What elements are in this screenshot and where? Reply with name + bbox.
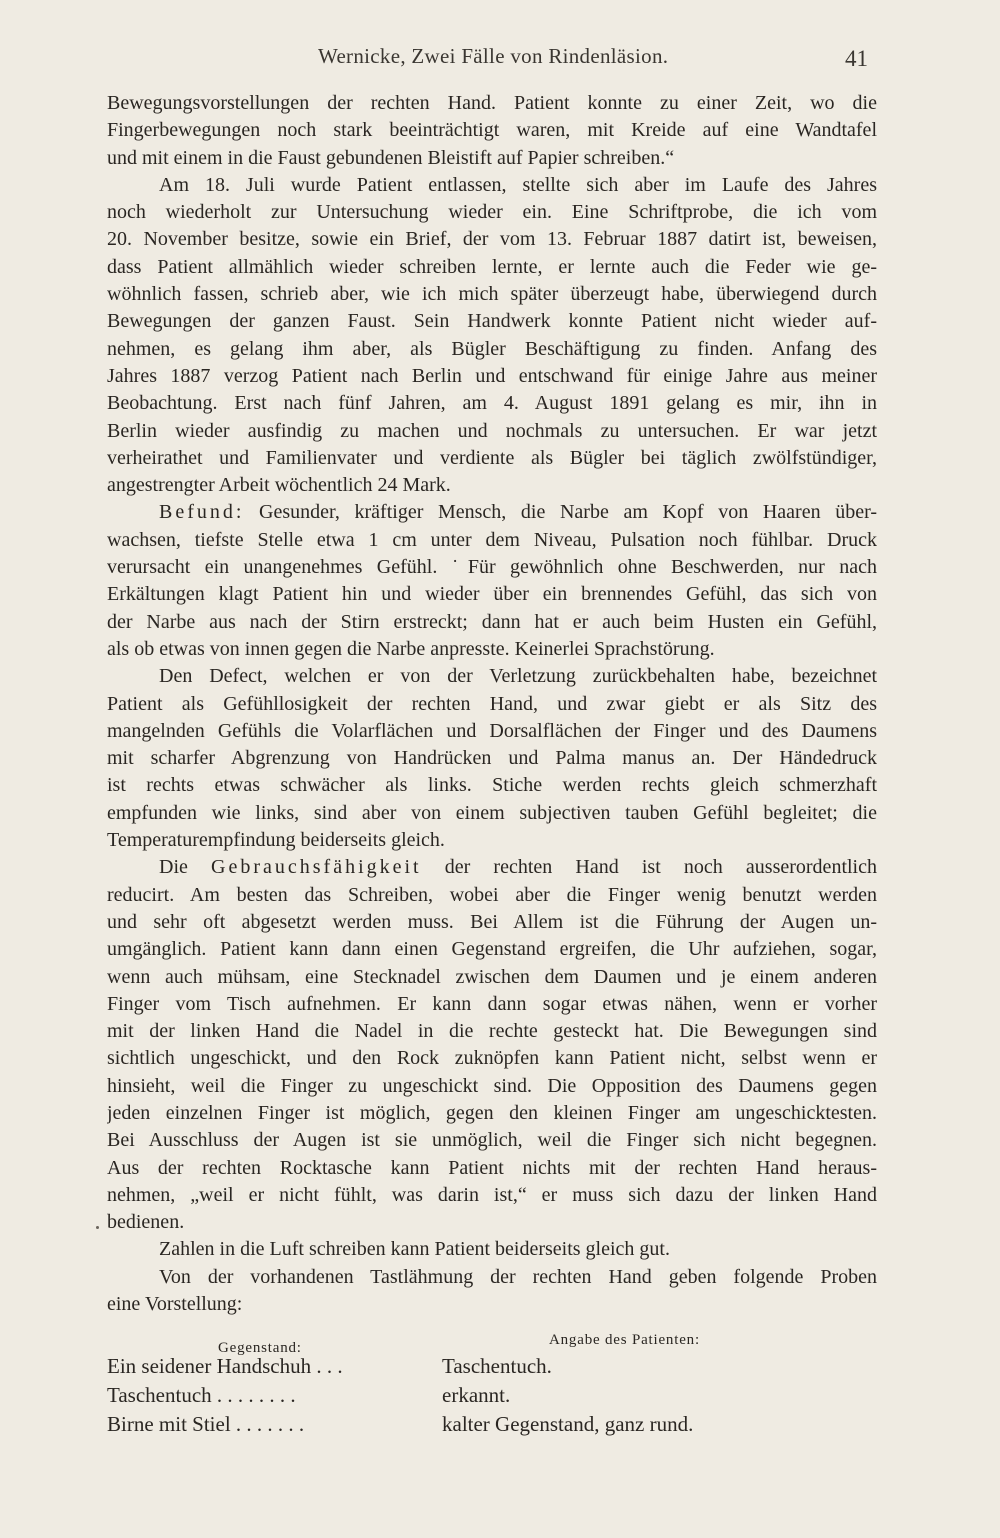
text-line: Zahlen in die Luft schreiben kann Patient beiderseits gleich gut. [159,1238,670,1261]
gebrauch-rest: der rechten Hand ist noch ausserordentlich [421,856,877,879]
text-line: empfunden wie links, sind aber von einem subjectiven tauben Gefühl begleitet; die [107,801,877,824]
text-line: Patient als Gefühllosigkeit der rechten Hand, und zwar giebt er als Sitz des [107,692,877,715]
text-line: Bei Ausschluss der Augen ist sie unmöglich, weil die Finger sich nicht begegnen. [107,1129,877,1152]
text-line: jeden einzelnen Finger ist möglich, gegen den kleinen Finger am ungeschicktesten. [107,1101,877,1124]
text-line: reducirt. Am besten das Schreiben, wobei aber die Finger wenig benutzt werden [107,883,877,906]
text-line: eine Vorstellung: [107,1293,243,1316]
table-header-answer: Angabe des Patienten: [549,1332,700,1348]
text-line: Fingerbewegungen noch stark beeinträchtigt waren, mit Kreide auf eine Wandtafel [107,119,877,142]
table-cell-object: Ein seidener Handschuh . . . [107,1354,343,1378]
probe-table [0,1354,1000,1441]
befund-heading: Befund: [159,501,245,524]
table-header-object: Gegenstand: [218,1340,302,1356]
text-line: Beobachtung. Erst nach fünf Jahren, am 4. August 1891 gelang es mir, ihn in [107,392,877,415]
text-line-befund [107,499,877,526]
text-line: ist rechts etwas schwächer als links. Stiche werden rechts gleich schmerzhaft [107,774,877,797]
table-row [0,1354,1000,1383]
text-line: verheirathet und Familienvater und verdiente als Bügler bei täglich zwölfstündiger, [107,446,877,469]
table-row [0,1383,1000,1412]
text-line: Bewegungen der ganzen Faust. Sein Handwerk konnte Patient nicht wieder auf- [107,310,877,333]
text-line: Am 18. Juli wurde Patient entlassen, stellte sich aber im Laufe des Jahres [159,173,877,196]
text-line: Temperaturempfindung beiderseits gleich. [107,829,445,852]
margin-mark [96,1226,99,1229]
table-cell-object: Taschentuch . . . . . . . . [107,1383,296,1407]
text-line: Von der vorhandenen Tastlähmung der rechten Hand geben folgende Proben [159,1265,877,1288]
text-line: Bewegungsvorstellungen der rechten Hand. Patient konnte zu einer Zeit, wo die [107,92,877,114]
text-line: Aus der rechten Rocktasche kann Patient nichts mit der rechten Hand heraus- [107,1156,877,1179]
text-line: mangelnden Gefühls die Volarflächen und Dorsalflächen der Finger und des Daumens [107,719,877,742]
text-line: 20. November besitze, sowie ein Brief, der vom 13. Februar 1887 datirt ist, beweisen, [107,228,877,251]
table-cell-answer: Taschentuch. [442,1354,552,1378]
text-line: verursacht ein unangenehmes Gefühl. ˙Für gewöhnlich ohne Beschwerden, nur nach [107,556,877,579]
table-cell-object: Birne mit Stiel . . . . . . . [107,1412,305,1436]
text-line: wenn auch mühsam, eine Stecknadel zwischen dem Daumen und je einem anderen [107,965,877,988]
table-cell-answer: kalter Gegenstand, ganz rund. [442,1412,694,1436]
text-line: und mit einem in die Faust gebundenen Bleistift auf Papier schreiben.“ [107,146,675,169]
text-line: noch wiederholt zur Untersuchung wieder ein. Eine Schriftprobe, die ich vom [107,201,877,224]
text-line: dass Patient allmählich wieder schreiben lernte, er lernte auch die Feder wie ge- [107,255,877,278]
running-title: Wernicke, Zwei Fälle von Rindenläsion. [318,44,669,68]
text-line: mit der linken Hand die Nadel in die rechte gesteckt hat. Die Bewegungen sind [107,1020,877,1043]
running-head [0,44,1000,74]
text-line: nehmen, „weil er nicht fühlt, was darin ist,“ er muss sich dazu der linken Hand [107,1183,877,1206]
text-line: sichtlich ungeschickt, und den Rock zuknöpfen kann Patient nicht, selbst wenn er [107,1047,877,1070]
text-line: Jahres 1887 verzog Patient nach Berlin und entschwand für einige Jahre aus meiner [107,364,877,387]
text-line: und sehr oft abgesetzt werden muss. Bei Allem ist die Führung der Augen un- [107,910,877,933]
text-line: Berlin wieder ausfindig zu machen und nochmals zu untersuchen. Er war jetzt [107,419,877,442]
text-line: hinsieht, weil die Finger zu ungeschickt sind. Die Opposition des Daumens gegen [107,1074,877,1097]
text-line: wachsen, tiefste Stelle etwa 1 cm unter dem Niveau, Pulsation noch fühlbar. Druck [107,528,877,551]
gebrauch-pre: Die [159,856,212,879]
text-line: mit scharfer Abgrenzung von Handrücken und Palma manus an. Der Händedruck [107,747,877,770]
text-line: als ob etwas von innen gegen die Narbe anpresste. Keinerlei Sprachstörung. [107,637,715,660]
text-line: Den Defect, welchen er von der Verletzung zurückbehalten habe, bezeichnet [159,665,877,688]
befund-rest: Gesunder, kräftiger Mensch, die Narbe am Kopf von Haaren über- [244,501,877,524]
table-row [0,1412,1000,1441]
text-line: angestrengter Arbeit wöchentlich 24 Mark. [107,474,451,497]
text-line: der Narbe aus nach der Stirn erstreckt; dann hat er auch beim Husten ein Gefühl, [107,610,877,633]
text-line: nehmen, es gelang ihm aber, als Bügler Beschäftigung zu finden. Anfang des [107,337,877,360]
text-line-gebrauch [107,854,877,881]
text-line: Finger vom Tisch aufnehmen. Er kann dann sogar etwas nähen, wenn er vorher [107,992,877,1015]
text-line: umgänglich. Patient kann dann einen Gegenstand ergreifen, die Uhr aufziehen, sogar, [107,938,877,961]
gebrauch-heading: Gebrauchsfähigkeit [211,856,422,879]
table-cell-answer: erkannt. [442,1383,511,1407]
text-line: bedienen. [107,1211,185,1234]
text-line: wöhnlich fassen, schrieb aber, wie ich mich später überzeugt habe, überwiegend durch [107,283,877,306]
text-line: Erkältungen klagt Patient hin und wieder über ein brennendes Gefühl, das sich von [107,583,877,606]
body-text [107,90,877,1318]
page-number: 41 [845,46,868,71]
